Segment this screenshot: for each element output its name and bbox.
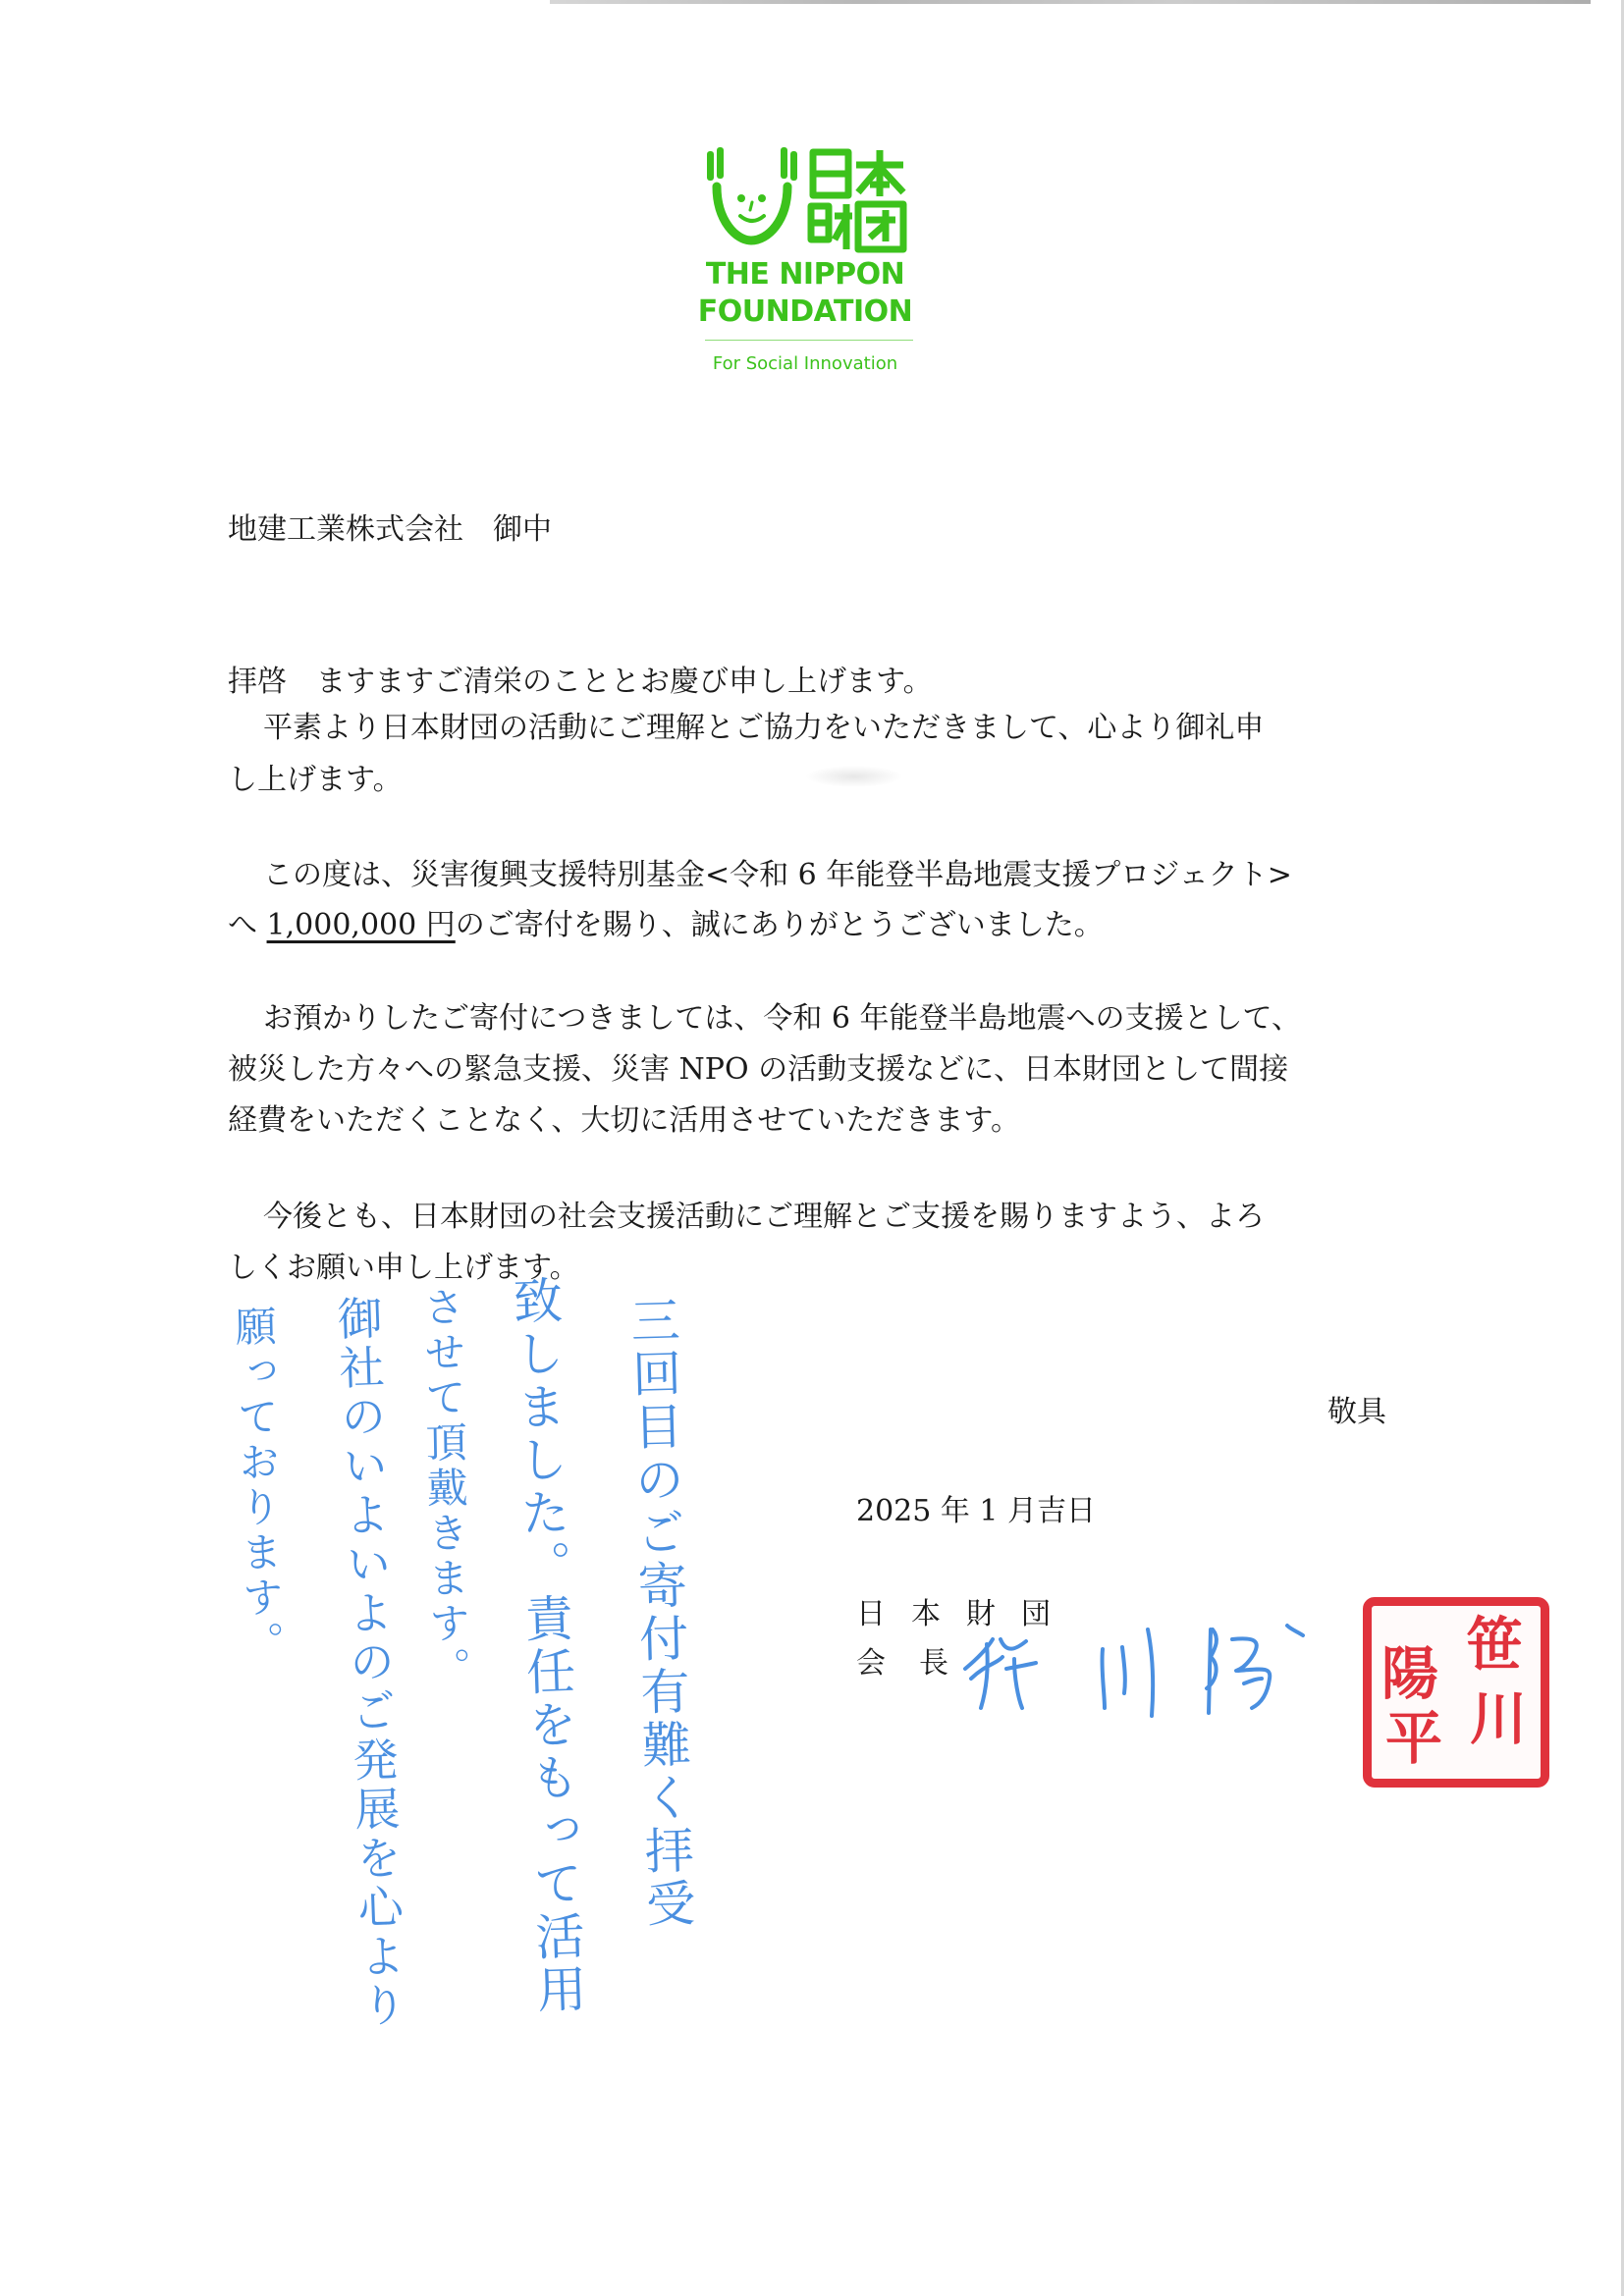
signature-strokes-icon xyxy=(957,1610,1350,1718)
handwritten-note-column-4: 御社のいよいよのご発展を心より xyxy=(330,1294,409,2032)
sender-title: 会長 xyxy=(856,1646,982,1681)
greeting: 拝啓 ますますご清栄のこととお慶び申し上げます。 xyxy=(228,665,933,699)
paragraph-4-line-1: 今後とも、日本財団の社会支援活動にご理解とご支援を賜りますよう、よろ xyxy=(263,1200,1265,1234)
logo-tagline: For Social Innovation xyxy=(712,353,898,374)
paragraph-2-line-1: この度は、災害復興支援特別基金<令和 6 年能登半島地震支援プロジェクト> xyxy=(263,858,1292,892)
page-edge xyxy=(550,0,1591,4)
letter-date: 2025 年 1 月吉日 xyxy=(856,1494,1097,1528)
logo-divider xyxy=(705,340,913,341)
scan-smudge xyxy=(805,766,903,787)
paragraph-1-line-2: し上げます。 xyxy=(228,763,403,797)
seal-char-4: 平 xyxy=(1385,1705,1443,1772)
handwritten-note-column-5: 願っております。 xyxy=(229,1304,287,1667)
donation-amount: 1,000,000 円 xyxy=(266,908,456,942)
name-seal-stamp xyxy=(1363,1597,1549,1788)
closing: 敬具 xyxy=(1327,1395,1386,1429)
seal-char-3: 陽 xyxy=(1381,1640,1439,1707)
logo-name-line2: FOUNDATION xyxy=(697,294,913,329)
handwritten-note-column-2: 致しました。責任をもって活用 xyxy=(505,1274,588,2018)
paragraph-1-line-1: 平素より日本財団の活動にご理解とご協力をいただきまして、心より御礼申 xyxy=(263,711,1265,745)
seal-char-2: 川 xyxy=(1470,1685,1528,1752)
handwritten-signature xyxy=(957,1610,1350,1718)
paragraph-2-prefix: へ xyxy=(228,908,267,942)
paragraph-2-line-2 xyxy=(228,908,1104,942)
recipient: 地建工業株式会社 御中 xyxy=(228,512,552,547)
sender-organization: 日本財団 xyxy=(856,1597,1076,1631)
handwritten-note-column-1: 三回目のご寄付有難く拝受 xyxy=(623,1294,696,1932)
paragraph-3-line-3: 経費をいただくことなく、大切に活用させていただきます。 xyxy=(228,1103,1020,1138)
paragraph-3-line-2: 被災した方々への緊急支援、災害 NPO の活動支援などに、日本財団として間接 xyxy=(228,1052,1289,1087)
handwritten-note-column-3: させて頂戴きます。 xyxy=(417,1285,473,1692)
paragraph-2-suffix: のご寄付を賜り、誠にありがとうございました。 xyxy=(455,908,1104,942)
logo-mark-icon xyxy=(697,147,913,255)
logo-name-line1: THE NIPPON xyxy=(705,257,905,292)
nippon-foundation-logo xyxy=(697,147,913,383)
seal-char-1: 笹 xyxy=(1466,1611,1524,1678)
paragraph-4-line-2: しくお願い申し上げます。 xyxy=(228,1251,579,1285)
paragraph-3-line-1: お預かりしたご寄付につきましては、令和 6 年能登半島地震への支援として、 xyxy=(263,1001,1301,1036)
